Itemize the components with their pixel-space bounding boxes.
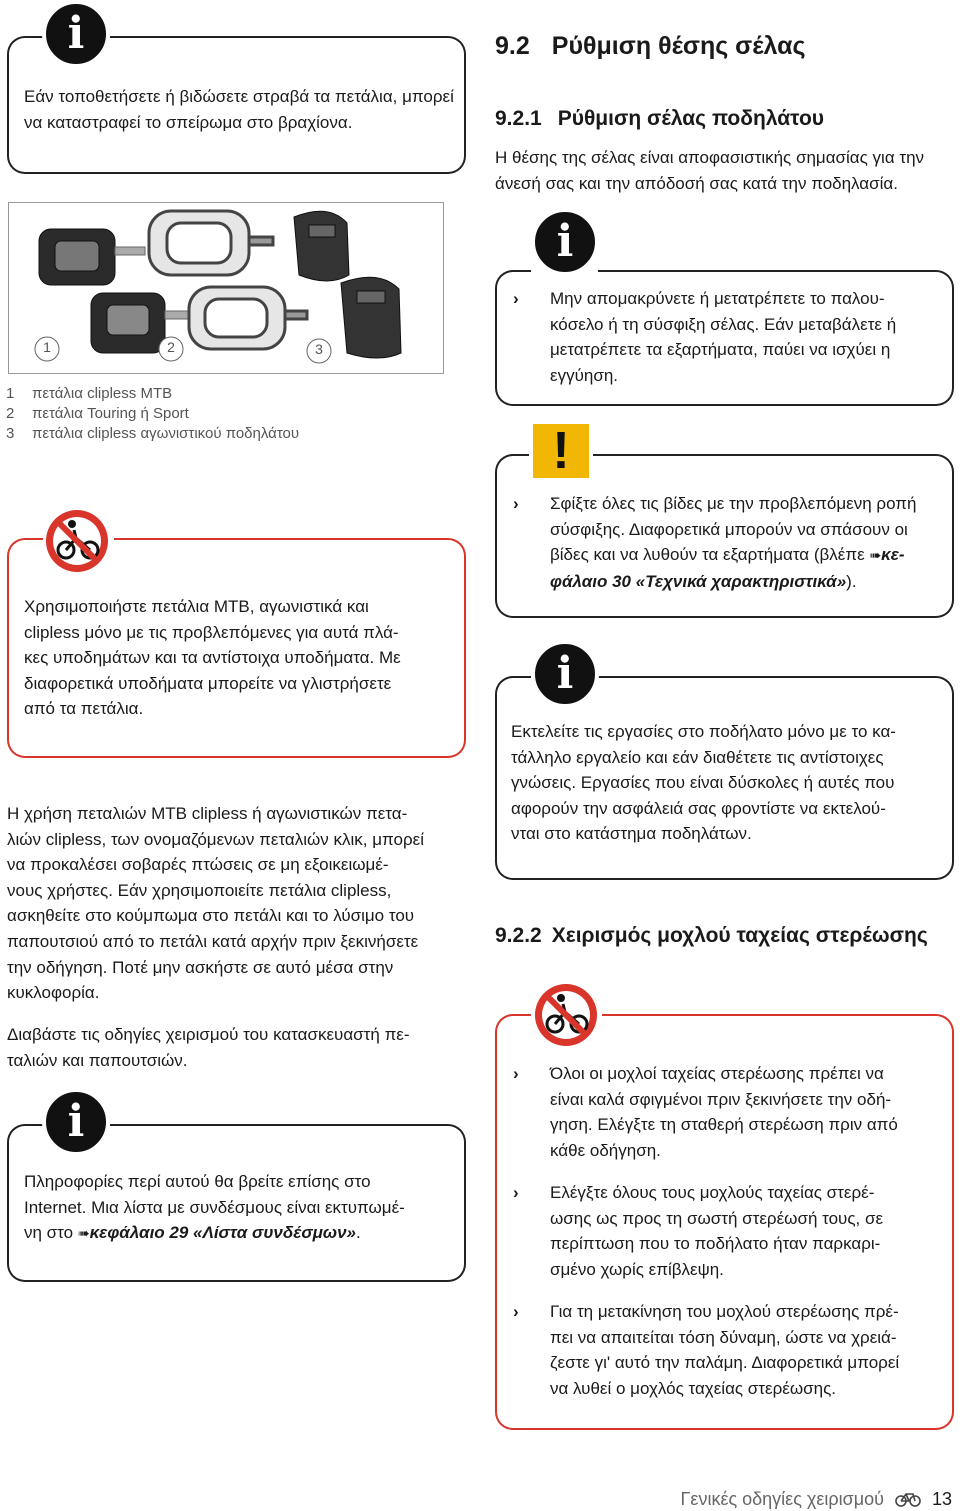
box-border [513,676,531,678]
bicycle-icon [895,1491,921,1507]
text-line: την οδήγηση. Ποτέ μην ασκήστε σε αυτό μέσα στην [7,957,394,977]
text-line: νους χρήστες. Εάν χρησιμοποιείτε πετάλια clipless, [7,880,392,900]
text-line: τάλληλο εργαλείο και εάν διαθέτετε τις αντίστοιχες [511,747,884,767]
box-border [602,1014,936,1016]
box-border [598,676,936,678]
text-line: Χρησιμοποιήστε πετάλια MTB, αγωνιστικά και [24,597,369,616]
text-line: να λυθεί ο μοχλός ταχείας στερέωσης. [550,1378,836,1398]
box-corner [495,1014,513,1032]
callout-1: 1 [43,339,51,355]
text-line [550,542,943,569]
text-line: διαφορετικά υποδήματα μπορείτε να γλιστρήσετε [24,673,392,693]
text-line: αφορούν την ασφάλειά σας φροντίστε να εκτελού- [511,798,886,818]
section-heading [495,31,806,61]
text-line: πει να απαιτείται τόση δύναμη, ώστε να χρειά- [550,1327,897,1347]
legend-num: 1 [6,385,15,402]
page-number: 13 [931,1489,952,1509]
arrow-right-icon: ➠ [77,1225,90,1242]
paragraph [7,801,467,1006]
text-line: λιών clipless, των ονομαζόμενων πεταλιών κλικ, μπορεί [7,829,425,849]
legend-num: 2 [6,405,15,422]
chapter-link[interactable]: κεφάλαιο 29 «Λίστα συνδέσμων» [89,1223,356,1243]
text-line: κες υποδημάτων και τα αντίστοιχα υποδήματα. Με [24,648,401,668]
box-border [110,1124,448,1126]
text-line: ασκηθείτε στο κούμπωμα στο πετάλι και το λύσιμο του [7,906,415,926]
pedal-figure [8,202,444,374]
text-line: Για τη μετακίνηση του μοχλού στερέωσης πρέ- [550,1302,899,1321]
text-line: κόσελο ή τη σύσφιξη σέλας. Εάν μεταβάλετε ή [550,314,897,334]
box-border [513,1014,531,1016]
text-line [24,1220,454,1247]
info-text [24,1169,454,1247]
text-line: κάθε οδήγηση. [550,1140,661,1160]
box-border [598,270,936,272]
text-line: άνεσή σας και την απόδοσή σας κατά την ποδηλασία. [495,173,898,193]
text-line: Όλοι οι μοχλοί ταχείας στερέωσης πρέπει να [550,1064,884,1083]
text-line: γνώσεις. Εργασίες που είναι δύσκολες ή αυτές που [511,773,895,793]
text-line: σύσφιξης. Διαφορετικά μπορούν να σπάσουν οι [550,519,908,539]
info-icon: i [42,1088,110,1156]
paragraph [7,1022,467,1073]
figure-legend [6,384,299,444]
pedals-illustration [9,203,443,373]
chevron-right-icon: › [513,1302,519,1321]
text-line: περίπτωση που το ποδήλατο ήταν παρκαρι- [550,1234,881,1254]
box-border [25,36,43,38]
box-border [513,454,529,456]
callout-3: 3 [315,341,323,357]
text-line: Η θέσης της σέλας είναι αποφασιστικής σημασίας για την [495,148,925,167]
box-corner [7,538,25,556]
chapter-link[interactable]: κε- [881,545,905,565]
box-border [114,538,448,540]
box-corner [7,36,25,54]
legend-num: 3 [6,425,15,442]
text-line: Πληροφορίες περί αυτού θα βρείτε επίσης στο [24,1172,371,1191]
text-line: είναι καλά σφιγμένοι πριν ξεκινήσετε την οδή- [550,1089,892,1109]
warning-icon: ! [533,424,589,478]
box-corner [936,454,954,472]
info-text [511,719,946,847]
legend-item [6,404,299,424]
text-span: . [355,1223,361,1243]
box-corner [936,1014,954,1032]
box-corner [448,36,466,54]
text-span: βίδες και να λυθούν τα εξαρτήματα (βλέπε [550,545,870,565]
heading-number: 9.2.2 [495,924,542,947]
box-corner [495,676,513,694]
chevron-right-icon: › [513,1064,519,1083]
text-line: σμένο χωρίς επίβλεψη. [550,1259,724,1279]
subsection-heading [495,923,928,949]
info-icon: i [531,640,599,708]
text-line: Η χρήση πεταλιών MTB clipless ή αγωνιστικών πετα- [7,804,408,823]
info-icon: i [531,208,599,276]
page-footer [681,1487,953,1511]
box-corner [936,676,954,694]
box-border [513,270,531,272]
box-border [25,538,43,540]
box-corner [495,270,513,288]
box-corner [7,1124,25,1142]
text-line: μετατρέπετε τα εξαρτήματα, παύει να ισχύει η [550,340,891,360]
text-line: ζεστε γι' αυτό την παλάμη. Διαφορετικά μπορεί [550,1353,900,1373]
box-corner [495,454,513,472]
danger-text [24,594,454,722]
arrow-right-icon: ➠ [869,547,882,564]
info-icon: i [42,0,110,68]
text-line [550,569,943,595]
legend-label: πετάλια Touring ή Sport [32,405,189,422]
chapter-link[interactable]: φάλαιο 30 «Τεχνικά χαρακτηριστικά» [550,571,847,591]
paragraph [495,145,955,196]
info-text: Εάν τοποθετήσετε ή βιδώσετε στραβά τα πετάλια, μπορεί να καταστραφεί το σπείρωμα στο βραχίονα. [24,87,454,132]
text-line: Ελέγξτε όλους τους μοχλούς ταχείας στερέ- [550,1183,875,1202]
footer-title: Γενικές οδηγίες χειρισμού [680,1489,884,1509]
text-line: εγγύηση. [550,365,618,385]
text-line: Μην απομακρύνετε ή μετατρέπετε το παλου- [550,289,885,308]
box-border [110,36,448,38]
text-line: ωσης ως προς τη σωστή στερέωσή τους, σε [550,1208,884,1228]
subsection-heading [495,106,824,132]
legend-item [6,384,299,404]
heading-number: 9.2.1 [495,107,542,130]
no-cycling-icon [535,984,597,1046]
chevron-right-icon: › [513,1183,519,1202]
text-line: νται στο κατάστημα ποδηλάτων. [511,824,752,844]
box-border [593,454,936,456]
text-line: ταλιών και παπουτσιών. [7,1050,188,1070]
heading-title: Ρύθμιση σέλας ποδηλάτου [557,107,824,130]
chevron-right-icon: › [513,289,519,308]
text-span: νη στο [24,1223,78,1243]
box-border [25,1124,43,1126]
callout-2: 2 [167,339,175,355]
legend-item [6,424,299,444]
text-line: κυκλοφορία. [7,983,100,1003]
text-line: Internet. Μια λίστα με συνδέσμους είναι εκτυπωμέ- [24,1197,405,1217]
text-line: Σφίξτε όλες τις βίδες με την προβλεπόμενη ροπή [550,494,917,513]
text-line: clipless μόνο με τις προβλεπόμενες για αυτά πλά- [24,622,399,642]
no-cycling-icon [46,510,108,572]
text-line: γηση. Ελέγξτε τη σταθερή στερέωση πριν από [550,1115,898,1135]
text-line: Διαβάστε τις οδηγίες χειρισμού του κατασκευαστή πε- [7,1025,410,1044]
legend-label: πετάλια clipless αγωνιστικού ποδηλάτου [32,425,300,442]
text-line: να προκαλέσει σοβαρές πτώσεις σε μη εξοικειωμέ- [7,855,389,875]
text-line: Εκτελείτε τις εργασίες στο ποδήλατο μόνο με το κα- [511,722,896,741]
legend-label: πετάλια clipless MTB [32,385,173,402]
text-line: παπουτσιού από το πετάλι κατά αρχήν πριν ξεκινήσετε [7,931,419,951]
heading-title: Ρύθμιση θέσης σέλας [551,32,806,60]
heading-title: Χειρισμός μοχλού ταχείας στερέωσης [551,924,928,947]
text-line: από τα πετάλια. [24,699,144,719]
chevron-right-icon: › [513,494,519,513]
box-corner [448,1124,466,1142]
heading-number: 9.2 [495,32,530,60]
text-span: ). [846,571,857,591]
box-corner [448,538,466,556]
